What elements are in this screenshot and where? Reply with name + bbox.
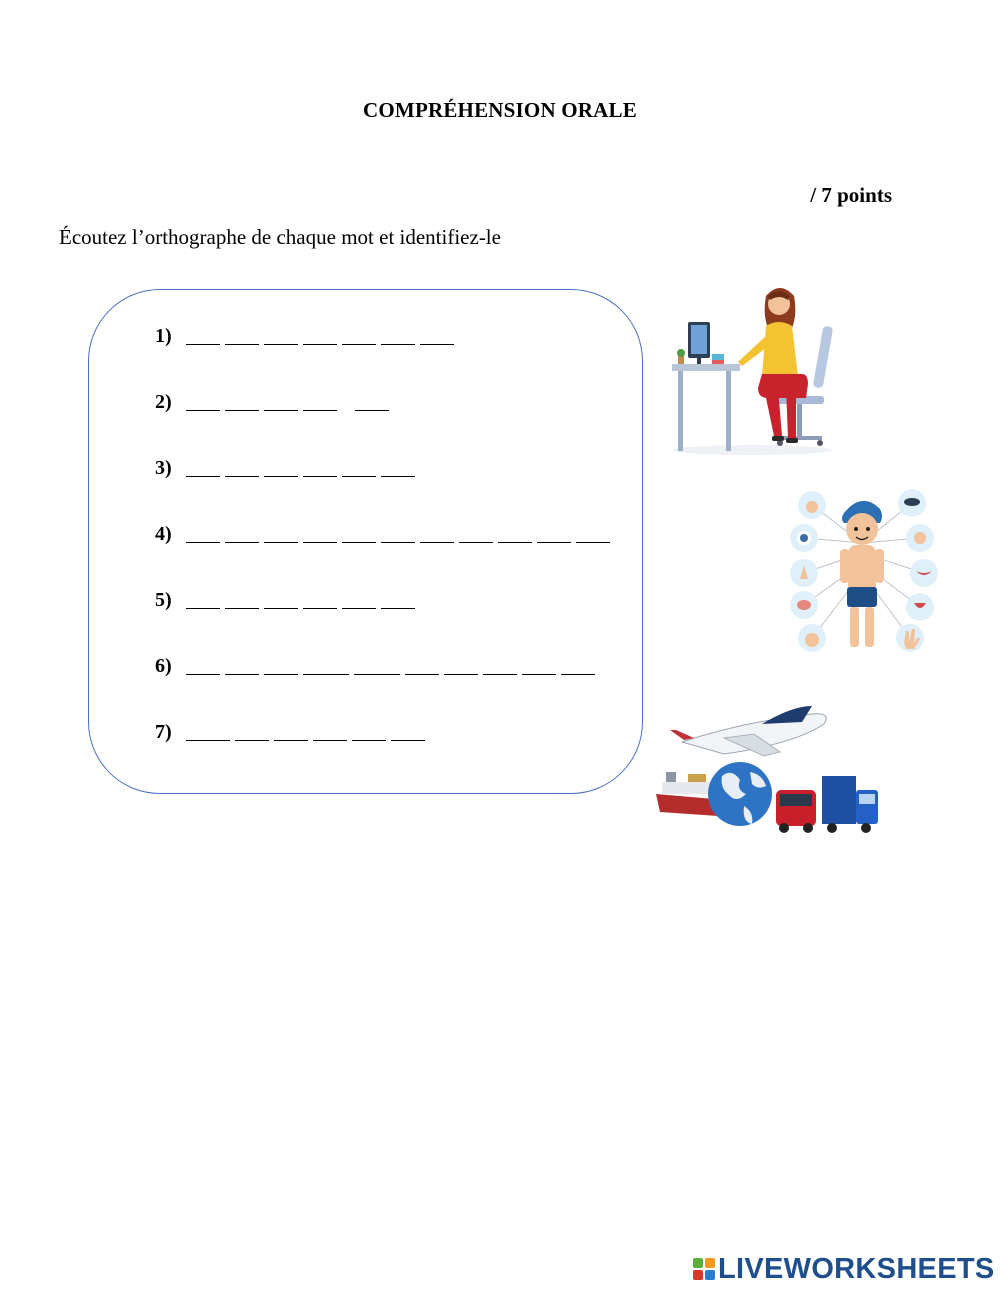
letter-blank[interactable] [303,674,349,675]
answer-line-7[interactable] [155,718,430,744]
letter-blank[interactable] [186,608,220,609]
letter-blank[interactable] [405,674,439,675]
letter-blank[interactable] [342,608,376,609]
letter-blank[interactable] [381,608,415,609]
letter-blank[interactable] [381,476,415,477]
letter-blank[interactable] [186,740,230,741]
liveworksheets-logo-icon [693,1258,715,1280]
letter-blank[interactable] [342,542,376,543]
letter-blank[interactable] [576,542,610,543]
letter-blank[interactable] [264,608,298,609]
letter-blank[interactable] [225,674,259,675]
letter-blank[interactable] [313,740,347,741]
letter-blank[interactable] [274,740,308,741]
body-parts-illustration [782,483,944,661]
letter-blank[interactable] [391,740,425,741]
letter-blank[interactable] [381,344,415,345]
letter-blank[interactable] [483,674,517,675]
item-number: 7) [155,721,172,743]
letter-blank[interactable] [342,344,376,345]
letter-blank[interactable] [355,410,389,411]
answer-line-4[interactable] [155,520,615,546]
letter-blank[interactable] [186,344,220,345]
answer-line-5[interactable] [155,586,420,612]
letter-blank[interactable] [303,542,337,543]
letter-blank[interactable] [225,542,259,543]
answer-line-2[interactable] [155,388,394,414]
letter-blank[interactable] [186,674,220,675]
letter-blank[interactable] [264,410,298,411]
page-title: COMPRÉHENSION ORALE [363,98,637,122]
letter-blank[interactable] [235,740,269,741]
liveworksheets-logo [693,1253,995,1285]
letter-blanks[interactable] [186,479,420,480]
letter-blank[interactable] [352,740,386,741]
office-worker-illustration [668,278,836,458]
letter-blank[interactable] [537,542,571,543]
letter-blank[interactable] [303,410,337,411]
letter-blank[interactable] [498,542,532,543]
letter-blank[interactable] [264,674,298,675]
letter-blanks[interactable] [186,743,430,744]
item-number: 2) [155,391,172,413]
letter-blank[interactable] [303,344,337,345]
letter-blanks[interactable] [186,413,394,414]
letter-blank[interactable] [303,476,337,477]
letter-blank[interactable] [225,410,259,411]
letter-blanks[interactable] [186,545,615,546]
letter-blanks[interactable] [186,611,420,612]
item-number: 5) [155,589,172,611]
letter-blank[interactable] [264,542,298,543]
letter-blank[interactable] [225,344,259,345]
letter-blank[interactable] [444,674,478,675]
letter-blank[interactable] [225,608,259,609]
answer-line-3[interactable] [155,454,420,480]
letter-blank[interactable] [186,542,220,543]
item-number: 3) [155,457,172,479]
item-number: 6) [155,655,172,677]
letter-blank[interactable] [186,410,220,411]
letter-blank[interactable] [561,674,595,675]
instruction-text: Écoutez l’orthographe de chaque mot et identifiez-le [59,225,501,249]
letter-blank[interactable] [381,542,415,543]
logo-text: LIVEWORKSHEETS [718,1252,995,1285]
points-total: / 7 points [810,183,892,207]
letter-blank[interactable] [420,542,454,543]
item-number: 1) [155,325,172,347]
letter-blank[interactable] [264,344,298,345]
item-number: 4) [155,523,172,545]
letter-blank[interactable] [225,476,259,477]
answer-line-6[interactable] [155,652,600,678]
letter-blanks[interactable] [186,677,600,678]
letter-blank[interactable] [303,608,337,609]
letter-blank[interactable] [354,674,400,675]
letter-blank[interactable] [420,344,454,345]
letter-blank[interactable] [522,674,556,675]
letter-blank[interactable] [459,542,493,543]
transport-illustration [652,694,882,849]
letter-blank[interactable] [186,476,220,477]
letter-blanks[interactable] [186,347,459,348]
answer-line-1[interactable] [155,322,459,348]
letter-blank[interactable] [264,476,298,477]
letter-blank[interactable] [342,476,376,477]
